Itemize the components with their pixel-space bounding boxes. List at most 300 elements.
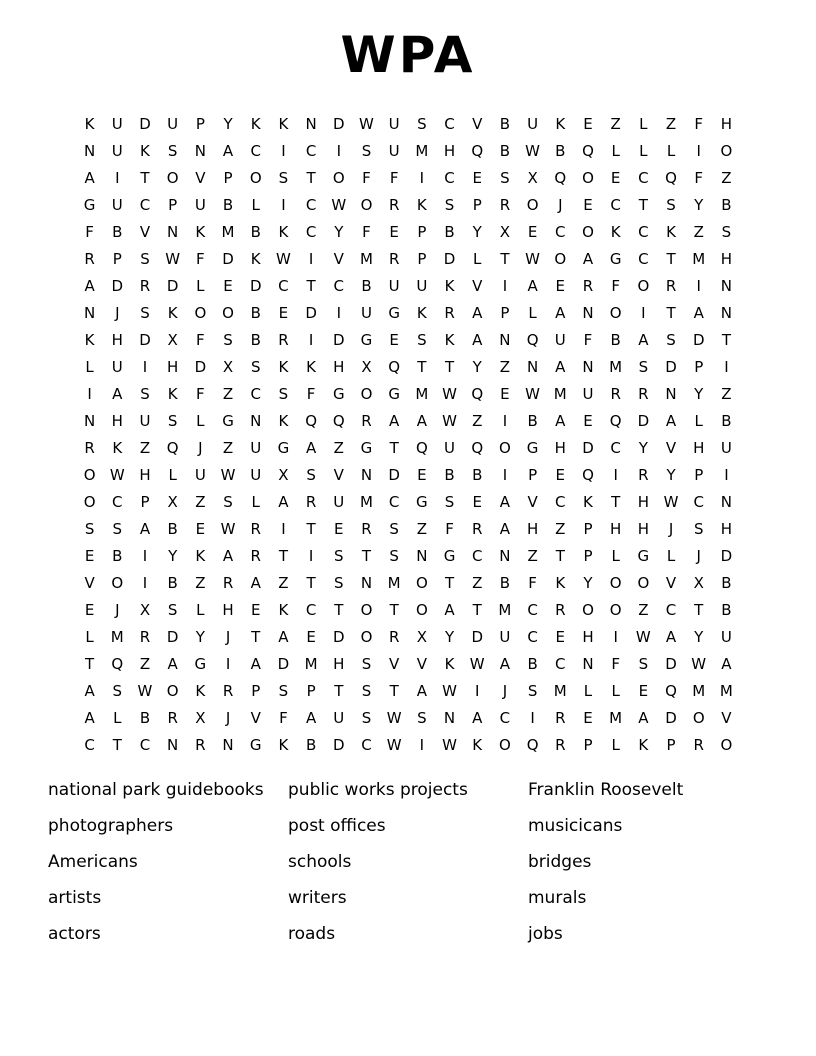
grid-letter: L	[168, 466, 177, 484]
grid-letter: Z	[139, 439, 151, 457]
grid-letter: S	[693, 520, 704, 538]
grid-letter: C	[305, 223, 317, 241]
grid-letter: T	[721, 331, 731, 349]
grid-row	[76, 732, 741, 759]
grid-letter: C	[471, 547, 483, 565]
word-list-item: Franklin Roosevelt	[528, 780, 684, 800]
grid-letter: K	[555, 574, 566, 592]
grid-letter: X	[416, 628, 427, 646]
grid-letter: I	[115, 169, 120, 187]
grid-letter: S	[223, 331, 233, 349]
grid-letter: Z	[222, 385, 234, 403]
grid-letter: S	[140, 385, 150, 403]
grid-letter: E	[555, 277, 566, 295]
grid-letter: M	[498, 601, 512, 619]
grid-letter: C	[527, 628, 538, 646]
grid-letter: A	[222, 547, 234, 565]
grid-letter: U	[194, 466, 206, 484]
grid-letter: X	[693, 574, 704, 592]
grid-letter: D	[665, 709, 677, 727]
grid-letter: N	[582, 304, 594, 322]
grid-letter: O	[194, 304, 207, 322]
grid-row	[76, 651, 741, 678]
grid-letter: W	[442, 385, 457, 403]
grid-letter: C	[638, 223, 649, 241]
grid-letter: J	[198, 439, 203, 457]
grid-letter: D	[166, 628, 179, 646]
grid-letter: Y	[694, 196, 704, 214]
grid-letter: D	[139, 115, 151, 133]
grid-letter: E	[195, 520, 206, 538]
grid-letter: Q	[111, 655, 124, 673]
grid-letter: N	[305, 115, 317, 133]
word-list-item: artists	[48, 888, 102, 908]
word-list-column-2	[288, 772, 528, 952]
grid-letter: S	[112, 682, 123, 700]
grid-row	[76, 165, 741, 192]
word-list-item: musicicans	[528, 816, 623, 836]
puzzle-title: WPA	[340, 26, 476, 84]
grid-letter: H	[167, 358, 179, 376]
grid-letter: Z	[693, 223, 704, 241]
grid-letter: S	[140, 304, 150, 322]
grid-row	[76, 192, 741, 219]
word-list-item: post offices	[288, 816, 386, 836]
grid-letter: T	[389, 601, 399, 619]
grid-letter: A	[305, 709, 317, 727]
grid-letter: A	[499, 520, 511, 538]
grid-letter: R	[693, 736, 704, 754]
grid-letter: L	[639, 115, 648, 133]
grid-letter: U	[554, 331, 566, 349]
grid-letter: C	[139, 736, 151, 754]
grid-letter: E	[583, 412, 593, 430]
grid-row	[76, 462, 741, 489]
grid-letter: K	[444, 331, 455, 349]
grid-letter: E	[555, 466, 566, 484]
grid-letter: C	[84, 736, 95, 754]
grid-letter: V	[472, 277, 483, 295]
grid-letter: G	[360, 439, 373, 457]
grid-row	[76, 354, 741, 381]
grid-letter: L	[528, 304, 537, 322]
grid-letter: S	[417, 331, 427, 349]
grid-letter: S	[417, 709, 427, 727]
grid-letter: H	[720, 250, 733, 268]
grid-letter: Q	[582, 466, 594, 484]
grid-letter: W	[386, 709, 402, 727]
grid-letter: J	[696, 547, 701, 565]
grid-letter: O	[637, 277, 650, 295]
grid-letter: I	[142, 358, 148, 376]
grid-letter: F	[611, 655, 620, 673]
grid-letter: W	[165, 250, 181, 268]
grid-letter: V	[250, 709, 261, 727]
grid-letter: A	[555, 304, 566, 322]
grid-letter: N	[83, 304, 96, 322]
grid-letter: G	[609, 250, 622, 268]
grid-letter: F	[279, 709, 288, 727]
grid-letter: N	[167, 223, 179, 241]
grid-letter: Z	[195, 493, 206, 511]
grid-letter: H	[333, 358, 345, 376]
grid-letter: B	[721, 196, 732, 214]
grid-letter: O	[720, 142, 733, 160]
grid-letter: J	[115, 304, 120, 322]
grid-row	[76, 246, 741, 273]
grid-letter: A	[139, 520, 151, 538]
grid-letter: O	[166, 169, 179, 187]
grid-letter: K	[416, 304, 427, 322]
grid-letter: A	[278, 628, 289, 646]
grid-letter: U	[111, 196, 123, 214]
grid-letter: I	[281, 520, 286, 538]
grid-letter: P	[195, 115, 205, 133]
grid-row	[76, 678, 741, 705]
grid-letter: Y	[444, 628, 455, 646]
grid-letter: K	[278, 115, 289, 133]
grid-letter: E	[583, 196, 593, 214]
word-list-item: murals	[528, 888, 587, 908]
grid-letter: F	[694, 115, 704, 133]
grid-letter: C	[388, 493, 400, 511]
grid-letter: K	[638, 736, 649, 754]
grid-letter: Y	[334, 223, 344, 241]
grid-letter: R	[499, 196, 511, 214]
grid-letter: W	[137, 682, 153, 700]
grid-letter: K	[444, 655, 455, 673]
grid-letter: U	[388, 277, 400, 295]
grid-letter: O	[360, 601, 373, 619]
grid-letter: K	[167, 385, 178, 403]
grid-letter: W	[386, 736, 402, 754]
grid-letter: H	[333, 655, 345, 673]
grid-letter: Y	[638, 439, 648, 457]
grid-letter: C	[499, 709, 511, 727]
grid-letter: T	[611, 493, 621, 511]
grid-letter: O	[609, 574, 622, 592]
grid-letter: L	[85, 628, 94, 646]
grid-letter: B	[250, 331, 261, 349]
grid-letter: X	[527, 169, 538, 187]
grid-letter: M	[387, 574, 401, 592]
grid-letter: E	[583, 115, 593, 133]
grid-letter: P	[528, 466, 538, 484]
grid-letter: P	[500, 304, 510, 322]
grid-letter: T	[472, 601, 482, 619]
grid-letter: W	[359, 115, 374, 133]
grid-letter: S	[638, 358, 649, 376]
grid-letter: D	[665, 655, 677, 673]
grid-letter: K	[583, 493, 593, 511]
grid-letter: M	[221, 223, 235, 241]
grid-letter: P	[694, 466, 704, 484]
grid-letter: O	[83, 493, 96, 511]
grid-letter: D	[720, 547, 733, 565]
grid-letter: C	[555, 223, 566, 241]
grid-letter: S	[389, 547, 399, 565]
grid-letter: B	[499, 115, 511, 133]
grid-letter: F	[445, 520, 454, 538]
grid-letter: P	[694, 358, 704, 376]
grid-letter: L	[196, 601, 205, 619]
grid-letter: H	[526, 520, 539, 538]
word-list-item: public works projects	[288, 780, 468, 800]
grid-letter: S	[140, 250, 150, 268]
grid-letter: Q	[582, 142, 594, 160]
grid-letter: I	[308, 547, 314, 565]
grid-letter: F	[306, 385, 316, 403]
grid-letter: L	[611, 547, 620, 565]
grid-letter: E	[610, 169, 621, 187]
grid-letter: T	[417, 358, 427, 376]
grid-letter: I	[696, 142, 701, 160]
grid-letter: E	[84, 601, 95, 619]
grid-letter: W	[691, 655, 707, 673]
grid-letter: N	[83, 412, 96, 430]
grid-letter: D	[194, 358, 207, 376]
grid-letter: H	[637, 520, 649, 538]
grid-letter: R	[555, 736, 566, 754]
grid-letter: Q	[665, 169, 677, 187]
grid-letter: R	[305, 493, 317, 511]
grid-letter: I	[530, 709, 535, 727]
grid-letter: L	[85, 358, 94, 376]
grid-letter: F	[196, 385, 205, 403]
grid-letter: A	[693, 304, 704, 322]
grid-letter: Q	[554, 169, 567, 187]
grid-letter: H	[582, 628, 594, 646]
grid-letter: N	[443, 709, 456, 727]
word-list-item: actors	[48, 924, 101, 944]
grid-letter: B	[472, 466, 483, 484]
grid-letter: Z	[472, 574, 483, 592]
grid-letter: A	[638, 331, 649, 349]
grid-letter: K	[112, 439, 123, 457]
grid-letter: W	[469, 655, 485, 673]
grid-row	[76, 624, 741, 651]
grid-row	[76, 219, 741, 246]
grid-row	[76, 597, 741, 624]
grid-letter: U	[333, 493, 345, 511]
grid-letter: K	[444, 277, 455, 295]
grid-letter: Z	[472, 412, 483, 430]
grid-letter: O	[499, 439, 511, 457]
grid-letter: A	[444, 601, 455, 619]
grid-letter: T	[666, 250, 676, 268]
grid-letter: J	[558, 196, 563, 214]
grid-letter: D	[249, 277, 262, 295]
grid-letter: I	[225, 655, 231, 673]
grid-letter: J	[225, 709, 231, 727]
grid-letter: D	[305, 304, 317, 322]
grid-letter: B	[721, 412, 732, 430]
grid-letter: M	[719, 682, 733, 700]
grid-letter: U	[582, 385, 594, 403]
grid-letter: T	[334, 601, 344, 619]
grid-letter: A	[721, 655, 732, 673]
grid-letter: O	[637, 574, 650, 592]
grid-letter: H	[693, 439, 705, 457]
grid-letter: T	[444, 574, 455, 592]
grid-letter: A	[472, 331, 483, 349]
grid-letter: S	[84, 520, 95, 538]
grid-letter: U	[111, 358, 123, 376]
grid-letter: S	[389, 520, 399, 538]
grid-letter: E	[306, 628, 316, 646]
grid-letter: O	[332, 169, 345, 187]
grid-letter: A	[555, 412, 566, 430]
grid-letter: U	[388, 142, 400, 160]
grid-letter: F	[694, 169, 704, 187]
grid-letter: A	[582, 250, 594, 268]
grid-letter: P	[583, 736, 593, 754]
grid-letter: O	[249, 169, 262, 187]
grid-letter: I	[724, 358, 729, 376]
grid-letter: Q	[471, 439, 484, 457]
grid-letter: Q	[526, 736, 539, 754]
grid-row	[76, 489, 741, 516]
grid-letter: C	[693, 493, 704, 511]
grid-letter: Q	[166, 439, 179, 457]
grid-letter: Q	[609, 412, 622, 430]
grid-letter: T	[555, 547, 565, 565]
grid-letter: E	[472, 169, 482, 187]
grid-letter: J	[225, 628, 231, 646]
grid-letter: Y	[694, 385, 704, 403]
grid-letter: C	[250, 142, 261, 160]
grid-letter: M	[692, 682, 706, 700]
grid-letter: G	[222, 412, 234, 430]
grid-letter: U	[499, 628, 511, 646]
grid-letter: R	[167, 709, 178, 727]
grid-letter: B	[499, 574, 511, 592]
grid-letter: H	[610, 520, 622, 538]
grid-letter: H	[554, 439, 566, 457]
grid-letter: O	[526, 196, 539, 214]
grid-letter: Y	[195, 628, 205, 646]
grid-letter: S	[167, 412, 178, 430]
grid-letter: Z	[278, 574, 289, 592]
grid-letter: S	[361, 682, 372, 700]
grid-letter: R	[665, 277, 677, 295]
grid-letter: Y	[472, 223, 482, 241]
grid-letter: O	[222, 304, 234, 322]
grid-letter: S	[278, 682, 289, 700]
grid-letter: C	[112, 493, 123, 511]
grid-letter: J	[502, 682, 508, 700]
grid-letter: X	[139, 601, 151, 619]
grid-letter: D	[222, 250, 234, 268]
grid-letter: P	[417, 250, 427, 268]
grid-letter: U	[194, 196, 206, 214]
grid-letter: L	[611, 682, 620, 700]
grid-letter: T	[334, 682, 344, 700]
grid-letter: T	[306, 520, 316, 538]
grid-letter: N	[83, 142, 96, 160]
grid-letter: A	[84, 709, 95, 727]
grid-letter: L	[666, 142, 676, 160]
grid-letter: O	[582, 601, 594, 619]
grid-letter: O	[692, 709, 705, 727]
grid-letter: A	[305, 439, 317, 457]
grid-letter: I	[502, 466, 508, 484]
grid-letter: A	[389, 412, 400, 430]
grid-letter: K	[84, 331, 95, 349]
grid-letter: A	[112, 385, 123, 403]
grid-letter: Z	[333, 439, 344, 457]
grid-letter: K	[84, 115, 95, 133]
grid-letter: S	[112, 520, 123, 538]
grid-letter: W	[109, 466, 125, 484]
word-list-item: roads	[288, 924, 336, 944]
grid-letter: S	[167, 601, 178, 619]
grid-letter: S	[444, 196, 455, 214]
grid-letter: A	[416, 412, 427, 430]
grid-letter: A	[250, 574, 261, 592]
grid-letter: R	[250, 520, 261, 538]
grid-letter: U	[360, 304, 372, 322]
grid-letter: E	[555, 628, 566, 646]
grid-letter: W	[442, 412, 457, 430]
grid-letter: T	[306, 574, 316, 592]
grid-letter: E	[334, 520, 344, 538]
grid-letter: O	[582, 169, 594, 187]
grid-letter: S	[638, 655, 649, 673]
grid-letter: M	[553, 385, 567, 403]
grid-letter: E	[84, 547, 95, 565]
grid-letter: S	[361, 709, 372, 727]
grid-letter: B	[721, 574, 732, 592]
grid-letter: E	[250, 601, 261, 619]
grid-letter: C	[527, 601, 538, 619]
grid-letter: Q	[471, 385, 484, 403]
grid-letter: A	[499, 493, 511, 511]
grid-letter: S	[666, 331, 676, 349]
word-list-item: photographers	[48, 816, 174, 836]
grid-letter: A	[527, 277, 538, 295]
grid-letter: R	[139, 277, 151, 295]
grid-letter: V	[721, 709, 732, 727]
grid-letter: X	[195, 709, 206, 727]
grid-letter: R	[250, 547, 261, 565]
grid-letter: D	[333, 736, 345, 754]
grid-letter: O	[582, 223, 594, 241]
grid-letter: D	[277, 655, 290, 673]
grid-letter: N	[720, 493, 733, 511]
grid-letter: W	[525, 250, 541, 268]
grid-letter: I	[281, 142, 286, 160]
grid-letter: B	[167, 574, 178, 592]
grid-letter: N	[360, 466, 373, 484]
grid-letter: T	[638, 196, 648, 214]
grid-letter: R	[361, 412, 372, 430]
grid-letter: R	[555, 601, 566, 619]
grid-letter: E	[223, 277, 233, 295]
grid-letter: V	[84, 574, 95, 592]
grid-letter: Z	[638, 601, 649, 619]
grid-letter: C	[610, 196, 621, 214]
grid-letter: S	[666, 196, 676, 214]
grid-letter: M	[609, 709, 623, 727]
grid-letter: E	[583, 709, 593, 727]
grid-letter: W	[663, 493, 679, 511]
grid-row	[76, 273, 741, 300]
grid-letter: T	[361, 547, 372, 565]
grid-letter: R	[195, 736, 206, 754]
grid-letter: S	[417, 115, 427, 133]
grid-letter: B	[527, 412, 538, 430]
